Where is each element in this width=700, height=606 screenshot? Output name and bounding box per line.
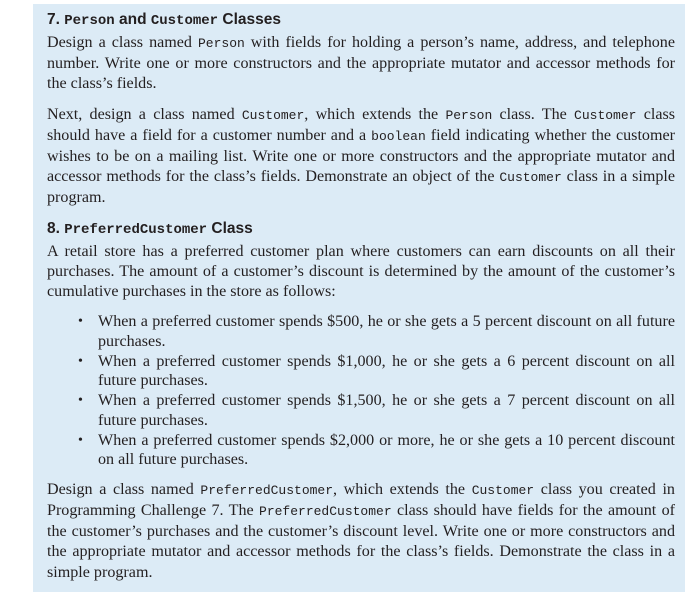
heading-text: Class	[207, 219, 253, 237]
bullet-icon: •	[78, 353, 83, 369]
section-number: 8.	[47, 219, 60, 237]
bullet-icon: •	[78, 393, 83, 409]
section-8-heading	[47, 219, 675, 240]
mono-term: Person	[445, 107, 493, 123]
heading-text: and	[114, 11, 151, 28]
body-text: Design a class named	[47, 34, 198, 51]
body-text: Design a class named	[47, 480, 201, 498]
list-item-text: When a preferred customer spends $2,000 or more, he or she gets a 10 percent discount on all future purchases.	[98, 431, 675, 469]
body-text: Next, design a class named	[47, 105, 242, 123]
body-text: with fields for holding a person’s name, address, and telephone number. Write one or more constructors and the appropriate mutator and accessor methods for the class’s fields.	[47, 34, 675, 93]
bullet-icon: •	[78, 432, 83, 448]
section-7-paragraph-2	[47, 105, 675, 209]
mono-term: Person	[197, 36, 245, 51]
body-text: class in a simple program.	[47, 168, 675, 207]
heading-text: Classes	[218, 11, 281, 28]
mono-term: PreferredCustomer	[259, 503, 392, 519]
mono-term: PreferredCustomer	[64, 221, 208, 238]
section-8-paragraph-1	[47, 242, 675, 303]
list-item-text: When a preferred customer spends $1,500, he or she gets a 7 percent discount on all future purchases.	[98, 392, 675, 429]
mono-term: PreferredCustomer	[200, 482, 334, 498]
list-item	[78, 391, 675, 430]
section-7-heading	[47, 10, 675, 31]
mono-term: Person	[64, 13, 115, 29]
mono-term: boolean	[371, 128, 426, 144]
exercise-panel	[33, 4, 685, 592]
list-item-text: When a preferred customer spends $500, he or she gets a 5 percent discount on all future purchases.	[98, 313, 675, 350]
section-8-closing-paragraph	[47, 480, 675, 583]
section-7-paragraph-1	[47, 33, 675, 95]
section-number: 7.	[47, 11, 60, 28]
list-item-text: When a preferred customer spends $1,000, he or she gets a 6 percent discount on all future purchases.	[98, 352, 675, 390]
mono-term: Customer	[150, 13, 219, 29]
mono-term: Customer	[574, 107, 637, 123]
body-text: field indicating whether the customer wishes to be on a mailing list. Write one or more constructors and the appropriate mutator and accessor methods for the class’s fields. Demonstrate an object of the	[47, 126, 675, 186]
body-text: class. The	[492, 105, 575, 123]
body-text: class you created in Programming Challenge 7. The	[47, 480, 675, 519]
list-item	[78, 352, 675, 391]
mono-term: Customer	[499, 170, 562, 186]
discount-list	[47, 312, 675, 470]
mono-term: Customer	[241, 107, 305, 123]
bullet-icon: •	[78, 314, 83, 330]
mono-term: Customer	[471, 482, 535, 498]
body-text: A retail store has a preferred customer plan where customers can earn discounts on all their purchases. The amount of a customer’s discount is determined by the amount of the customer’s cumulative purchases in the store as follows:	[47, 242, 675, 301]
body-text: class should have a field for a customer number and a	[47, 105, 675, 144]
body-text: class should have fields for the amount of the customer’s purchases and the customer’s discount level. Write one or more constructors and the appropriate mutator and accessor methods for the class’s fields. Demonstrate the class in a simple program.	[47, 501, 675, 581]
body-text: , which extends the	[333, 480, 472, 498]
body-text: , which extends the	[304, 105, 446, 123]
list-item	[78, 431, 675, 470]
list-item	[78, 312, 675, 351]
